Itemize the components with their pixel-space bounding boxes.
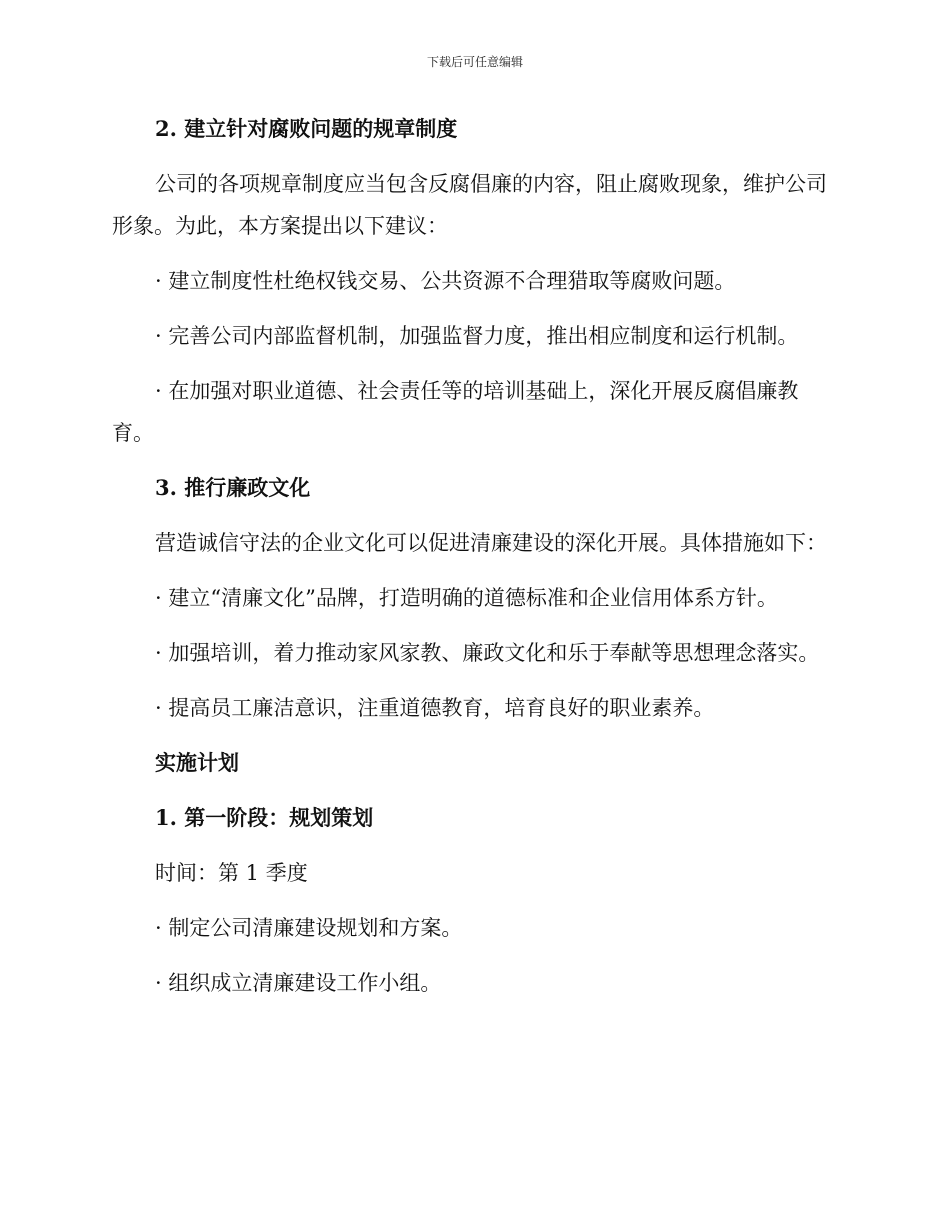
bullet-item: · 在加强对职业道德、社会责任等的培训基础上，深化开展反腐倡廉教育。	[112, 379, 799, 445]
paragraph-timeline: 时间：第 1 季度	[155, 861, 308, 885]
bullet-item: · 完善公司内部监督机制，加强监督力度，推出相应制度和运行机制。	[155, 324, 799, 348]
paragraph-culture-intro: 营造诚信守法的企业文化可以促进清廉建设的深化开展。具体措施如下：	[155, 531, 827, 555]
document-body	[112, 108, 830, 1017]
paragraph-regulations-intro: 公司的各项规章制度应当包含反腐倡廉的内容，阻止腐败现象，维护公司形象。为此，本方案提出以下建议：	[112, 172, 827, 238]
bullet-item: · 提高员工廉洁意识，注重道德教育，培育良好的职业素养。	[155, 696, 715, 720]
section-heading-culture: 3. 推行廉政文化	[155, 475, 311, 500]
section-heading-regulations: 2. 建立针对腐败问题的规章制度	[155, 116, 458, 141]
bullet-item: · 建立“清廉文化”品牌，打造明确的道德标准和企业信用体系方针。	[155, 586, 778, 610]
bullet-item: · 制定公司清廉建设规划和方案。	[155, 916, 463, 940]
section-heading-plan: 实施计划	[155, 750, 239, 775]
bullet-item: · 加强培训，着力推动家风家教、廉政文化和乐于奉献等思想理念落实。	[155, 641, 820, 665]
bullet-item: · 组织成立清廉建设工作小组。	[155, 971, 442, 995]
subsection-heading-phase-one: 1. 第一阶段：规划策划	[155, 805, 374, 830]
bullet-item: · 建立制度性杜绝权钱交易、公共资源不合理猎取等腐败问题。	[155, 269, 736, 293]
page-header: 下载后可任意编辑	[426, 55, 523, 69]
